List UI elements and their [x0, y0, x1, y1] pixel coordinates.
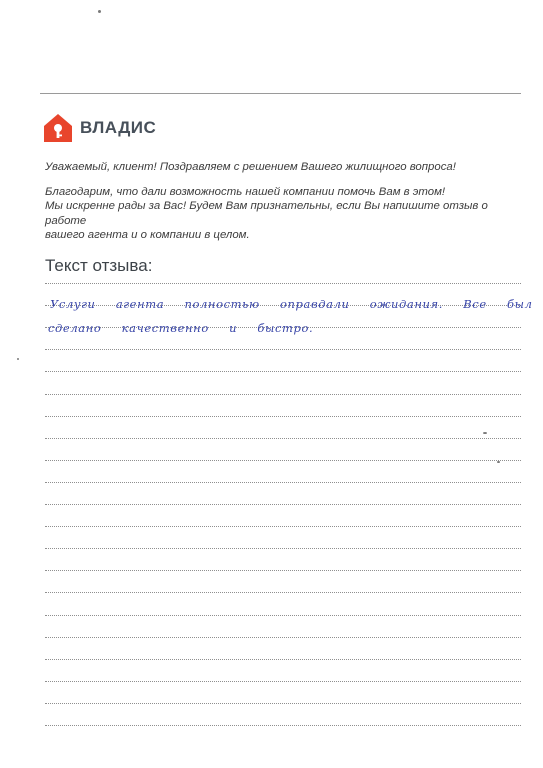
writing-line [45, 570, 521, 571]
top-divider [40, 93, 521, 94]
intro-line-1: Благодарим, что дали возможность нашей компании помочь Вам в этом! [45, 185, 446, 198]
house-key-icon [43, 113, 73, 143]
writing-line [45, 592, 521, 593]
brand-logo [43, 113, 156, 143]
intro-text [45, 160, 515, 243]
ruled-writing-lines [45, 283, 521, 738]
writing-line [45, 725, 521, 726]
scan-speck [497, 461, 500, 463]
writing-line [45, 681, 521, 682]
writing-line [45, 283, 521, 284]
scan-speck [98, 10, 101, 13]
writing-line [45, 504, 521, 505]
writing-line [45, 703, 521, 704]
writing-line [45, 349, 521, 350]
handwritten-line-2: сделано качественно и быстро. [48, 321, 314, 335]
scan-speck [483, 432, 487, 434]
writing-line [45, 438, 521, 439]
intro-line-3: вашего агента и о компании в целом. [45, 229, 250, 241]
writing-line [45, 482, 521, 483]
brand-name: ВЛАДИС [80, 118, 157, 137]
handwritten-line-1: Услуги агента полностью оправдали ожидания. Все был [50, 297, 533, 311]
writing-line [45, 637, 521, 638]
intro-line-2: Мы искренне рады за Вас! Будем Вам признательны, если Вы напишите отзыв о работе [45, 200, 488, 227]
writing-line [45, 371, 521, 372]
writing-line [45, 394, 521, 395]
writing-line [45, 615, 521, 616]
review-heading: Текст отзыва: [45, 256, 153, 275]
writing-line [45, 460, 521, 461]
writing-line [45, 416, 521, 417]
writing-line [45, 526, 521, 527]
writing-line [45, 548, 521, 549]
scan-speck [17, 358, 19, 360]
writing-line [45, 659, 521, 660]
greeting-text: Уважаемый, клиент! Поздравляем с решением Вашего жилищного вопроса! [45, 161, 456, 173]
